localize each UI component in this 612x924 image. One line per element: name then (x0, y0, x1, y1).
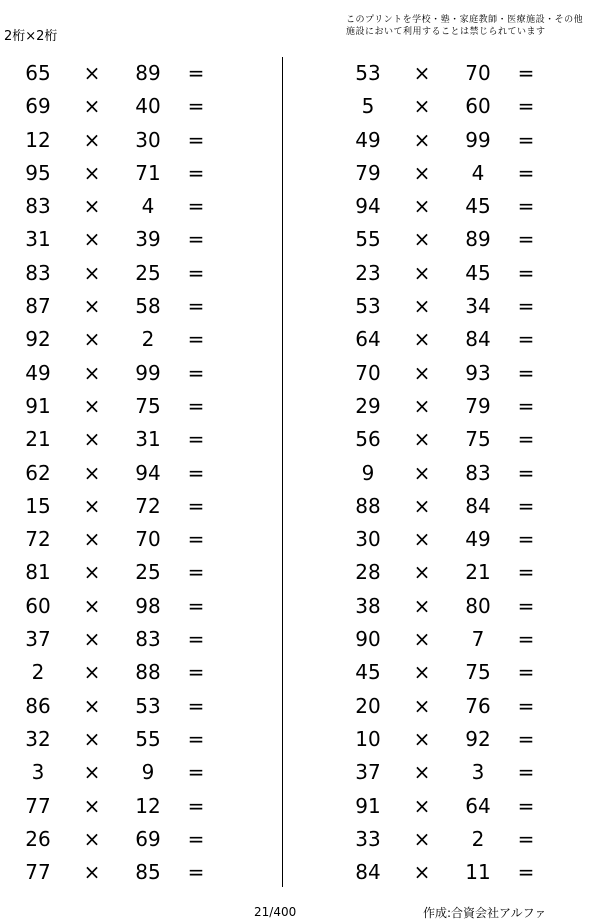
multiply-sign: × (83, 427, 101, 452)
multiply-sign: × (83, 194, 101, 219)
equals-sign: = (517, 260, 535, 285)
operand-b: 25 (135, 260, 161, 285)
operand-a: 77 (25, 860, 51, 885)
problem-row (0, 290, 260, 323)
equals-sign: = (517, 360, 535, 385)
operand-b: 70 (465, 61, 491, 85)
problem-row (0, 90, 260, 123)
problem-row (330, 556, 590, 589)
problem-row (0, 856, 260, 889)
operand-a: 83 (25, 194, 51, 219)
multiply-sign: × (413, 327, 431, 352)
multiply-sign: × (413, 693, 431, 718)
operand-a: 20 (355, 693, 381, 718)
problem-row (330, 823, 590, 856)
operand-a: 26 (25, 826, 51, 851)
operand-a: 65 (25, 61, 51, 85)
operand-b: 64 (465, 793, 491, 818)
problem-row (0, 323, 260, 356)
problem-row (0, 57, 260, 90)
multiply-sign: × (83, 726, 101, 751)
equals-sign: = (187, 294, 205, 319)
operand-a: 53 (355, 61, 381, 85)
equals-sign: = (187, 360, 205, 385)
column-divider (282, 57, 283, 887)
operand-b: 3 (471, 760, 485, 785)
problem-row (0, 623, 260, 656)
problem-row (330, 856, 590, 889)
equals-sign: = (517, 693, 535, 718)
equals-sign: = (517, 527, 535, 552)
problem-row (330, 357, 590, 390)
operand-b: 84 (465, 493, 491, 518)
equals-sign: = (517, 227, 535, 252)
operand-b: 75 (465, 660, 491, 685)
multiply-sign: × (83, 360, 101, 385)
operand-a: 12 (25, 127, 51, 152)
problem-row (0, 390, 260, 423)
problem-row (330, 190, 590, 223)
problem-row (0, 257, 260, 290)
multiply-sign: × (83, 826, 101, 851)
operand-a: 86 (25, 693, 51, 718)
problem-row (330, 590, 590, 623)
equals-sign: = (187, 826, 205, 851)
equals-sign: = (187, 427, 205, 452)
multiply-sign: × (413, 793, 431, 818)
operand-a: 2 (31, 660, 45, 685)
multiply-sign: × (413, 826, 431, 851)
operand-b: 4 (471, 160, 485, 185)
problem-row (330, 623, 590, 656)
operand-b: 58 (135, 294, 161, 319)
multiply-sign: × (83, 294, 101, 319)
equals-sign: = (187, 627, 205, 652)
equals-sign: = (517, 460, 535, 485)
problem-row (330, 323, 590, 356)
operand-a: 23 (355, 260, 381, 285)
multiply-sign: × (83, 627, 101, 652)
equals-sign: = (187, 194, 205, 219)
operand-a: 55 (355, 227, 381, 252)
operand-b: 83 (465, 460, 491, 485)
equals-sign: = (187, 593, 205, 618)
operand-b: 45 (465, 260, 491, 285)
multiply-sign: × (83, 260, 101, 285)
multiply-sign: × (413, 527, 431, 552)
multiply-sign: × (83, 593, 101, 618)
operand-b: 34 (465, 294, 491, 319)
problem-row (330, 690, 590, 723)
operand-b: 80 (465, 593, 491, 618)
operand-a: 31 (25, 227, 51, 252)
equals-sign: = (187, 127, 205, 152)
problem-row (330, 257, 590, 290)
multiply-sign: × (83, 860, 101, 885)
problem-row (330, 157, 590, 190)
equals-sign: = (187, 460, 205, 485)
operand-b: 53 (135, 693, 161, 718)
equals-sign: = (517, 194, 535, 219)
equals-sign: = (187, 693, 205, 718)
multiply-sign: × (83, 61, 101, 85)
operand-b: 31 (135, 427, 161, 452)
operand-b: 92 (465, 726, 491, 751)
equals-sign: = (187, 527, 205, 552)
operand-a: 49 (355, 127, 381, 152)
operand-b: 12 (135, 793, 161, 818)
problem-row (0, 523, 260, 556)
multiply-sign: × (413, 560, 431, 585)
equals-sign: = (187, 860, 205, 885)
operand-b: 99 (465, 127, 491, 152)
worksheet-title: 2桁×2桁 (4, 29, 58, 44)
multiply-sign: × (83, 760, 101, 785)
problem-row (0, 423, 260, 456)
operand-a: 91 (25, 393, 51, 418)
problem-row (0, 157, 260, 190)
equals-sign: = (187, 493, 205, 518)
problem-row (0, 790, 260, 823)
operand-a: 9 (361, 460, 375, 485)
operand-b: 40 (135, 94, 161, 119)
operand-b: 99 (135, 360, 161, 385)
operand-a: 49 (25, 360, 51, 385)
operand-a: 64 (355, 327, 381, 352)
operand-a: 70 (355, 360, 381, 385)
operand-a: 69 (25, 94, 51, 119)
operand-b: 2 (141, 327, 155, 352)
problem-row (0, 690, 260, 723)
operand-a: 77 (25, 793, 51, 818)
operand-a: 92 (25, 327, 51, 352)
problem-row (0, 656, 260, 689)
operand-b: 79 (465, 393, 491, 418)
operand-a: 3 (31, 760, 45, 785)
equals-sign: = (187, 160, 205, 185)
operand-a: 21 (25, 427, 51, 452)
problem-row (330, 523, 590, 556)
problem-row (330, 790, 590, 823)
problem-row (330, 290, 590, 323)
operand-a: 33 (355, 826, 381, 851)
multiply-sign: × (413, 660, 431, 685)
problem-row (330, 124, 590, 157)
multiply-sign: × (83, 94, 101, 119)
multiply-sign: × (413, 627, 431, 652)
operand-a: 95 (25, 160, 51, 185)
multiply-sign: × (83, 327, 101, 352)
multiply-sign: × (413, 360, 431, 385)
operand-a: 45 (355, 660, 381, 685)
operand-a: 83 (25, 260, 51, 285)
operand-b: 69 (135, 826, 161, 851)
operand-a: 37 (355, 760, 381, 785)
operand-a: 38 (355, 593, 381, 618)
operand-a: 30 (355, 527, 381, 552)
right-problem-column (330, 57, 590, 889)
operand-b: 76 (465, 693, 491, 718)
operand-a: 88 (355, 493, 381, 518)
operand-b: 4 (141, 194, 155, 219)
page-number: 21/400 (254, 905, 297, 919)
multiply-sign: × (83, 227, 101, 252)
equals-sign: = (517, 627, 535, 652)
operand-a: 72 (25, 527, 51, 552)
multiply-sign: × (83, 460, 101, 485)
equals-sign: = (517, 793, 535, 818)
equals-sign: = (517, 593, 535, 618)
multiply-sign: × (413, 160, 431, 185)
equals-sign: = (187, 726, 205, 751)
operand-b: 9 (141, 760, 155, 785)
multiply-sign: × (413, 127, 431, 152)
equals-sign: = (187, 227, 205, 252)
operand-b: 70 (135, 527, 161, 552)
equals-sign: = (517, 160, 535, 185)
operand-b: 98 (135, 593, 161, 618)
usage-notice-line-1: このプリントを学校・塾・家庭教師・医療施設・その他 (346, 15, 584, 25)
multiply-sign: × (83, 660, 101, 685)
problem-row (0, 223, 260, 256)
equals-sign: = (187, 560, 205, 585)
equals-sign: = (517, 61, 535, 85)
operand-a: 81 (25, 560, 51, 585)
problem-row (0, 756, 260, 789)
operand-a: 90 (355, 627, 381, 652)
problem-row (330, 490, 590, 523)
problem-row (330, 390, 590, 423)
operand-b: 45 (465, 194, 491, 219)
operand-a: 87 (25, 294, 51, 319)
operand-b: 89 (135, 61, 161, 85)
equals-sign: = (187, 793, 205, 818)
equals-sign: = (517, 660, 535, 685)
multiply-sign: × (413, 260, 431, 285)
equals-sign: = (517, 726, 535, 751)
problem-row (330, 756, 590, 789)
operand-a: 29 (355, 393, 381, 418)
multiply-sign: × (413, 726, 431, 751)
operand-b: 39 (135, 227, 161, 252)
equals-sign: = (517, 294, 535, 319)
problem-row (0, 490, 260, 523)
operand-b: 94 (135, 460, 161, 485)
equals-sign: = (187, 260, 205, 285)
operand-a: 28 (355, 560, 381, 585)
operand-a: 62 (25, 460, 51, 485)
operand-a: 53 (355, 294, 381, 319)
problem-row (0, 723, 260, 756)
left-problem-column (0, 57, 260, 889)
multiply-sign: × (83, 527, 101, 552)
multiply-sign: × (413, 393, 431, 418)
problem-row (330, 57, 590, 90)
equals-sign: = (187, 327, 205, 352)
author-credit: 作成:合資会社アルファ (423, 906, 547, 920)
multiply-sign: × (413, 227, 431, 252)
operand-b: 7 (471, 627, 485, 652)
operand-a: 15 (25, 493, 51, 518)
multiply-sign: × (83, 393, 101, 418)
equals-sign: = (187, 393, 205, 418)
problem-row (330, 223, 590, 256)
equals-sign: = (517, 94, 535, 119)
problem-row (0, 190, 260, 223)
equals-sign: = (517, 393, 535, 418)
operand-a: 56 (355, 427, 381, 452)
problem-row (0, 357, 260, 390)
multiply-sign: × (83, 793, 101, 818)
problem-row (0, 124, 260, 157)
problem-row (0, 556, 260, 589)
equals-sign: = (187, 760, 205, 785)
operand-a: 79 (355, 160, 381, 185)
multiply-sign: × (83, 127, 101, 152)
problem-row (330, 90, 590, 123)
operand-b: 84 (465, 327, 491, 352)
operand-a: 10 (355, 726, 381, 751)
equals-sign: = (187, 61, 205, 85)
operand-b: 85 (135, 860, 161, 885)
equals-sign: = (517, 493, 535, 518)
problem-row (330, 656, 590, 689)
equals-sign: = (187, 94, 205, 119)
equals-sign: = (517, 127, 535, 152)
multiply-sign: × (413, 860, 431, 885)
multiply-sign: × (413, 94, 431, 119)
multiply-sign: × (83, 160, 101, 185)
operand-b: 75 (135, 393, 161, 418)
problem-row (330, 723, 590, 756)
problem-row (0, 457, 260, 490)
operand-b: 88 (135, 660, 161, 685)
operand-a: 32 (25, 726, 51, 751)
equals-sign: = (517, 826, 535, 851)
operand-b: 83 (135, 627, 161, 652)
operand-b: 75 (465, 427, 491, 452)
operand-b: 11 (465, 860, 491, 885)
operand-b: 25 (135, 560, 161, 585)
operand-a: 60 (25, 593, 51, 618)
problem-row (0, 823, 260, 856)
operand-b: 71 (135, 160, 161, 185)
operand-a: 5 (361, 94, 375, 119)
equals-sign: = (517, 860, 535, 885)
multiply-sign: × (413, 194, 431, 219)
operand-b: 55 (135, 726, 161, 751)
usage-notice (346, 14, 583, 38)
operand-b: 89 (465, 227, 491, 252)
operand-a: 37 (25, 627, 51, 652)
problem-row (0, 590, 260, 623)
equals-sign: = (517, 560, 535, 585)
multiply-sign: × (413, 61, 431, 85)
multiply-sign: × (83, 560, 101, 585)
operand-b: 49 (465, 527, 491, 552)
multiply-sign: × (413, 493, 431, 518)
operand-a: 91 (355, 793, 381, 818)
operand-b: 72 (135, 493, 161, 518)
problem-row (330, 457, 590, 490)
equals-sign: = (187, 660, 205, 685)
operand-b: 60 (465, 94, 491, 119)
equals-sign: = (517, 760, 535, 785)
operand-b: 21 (465, 560, 491, 585)
multiply-sign: × (83, 693, 101, 718)
operand-a: 94 (355, 194, 381, 219)
operand-a: 84 (355, 860, 381, 885)
multiply-sign: × (413, 427, 431, 452)
equals-sign: = (517, 327, 535, 352)
operand-b: 93 (465, 360, 491, 385)
operand-b: 2 (471, 826, 485, 851)
multiply-sign: × (83, 493, 101, 518)
multiply-sign: × (413, 294, 431, 319)
multiply-sign: × (413, 760, 431, 785)
problem-row (330, 423, 590, 456)
usage-notice-line-2: 施設において利用することは禁じられています (346, 27, 546, 37)
multiply-sign: × (413, 460, 431, 485)
operand-b: 30 (135, 127, 161, 152)
multiply-sign: × (413, 593, 431, 618)
equals-sign: = (517, 427, 535, 452)
